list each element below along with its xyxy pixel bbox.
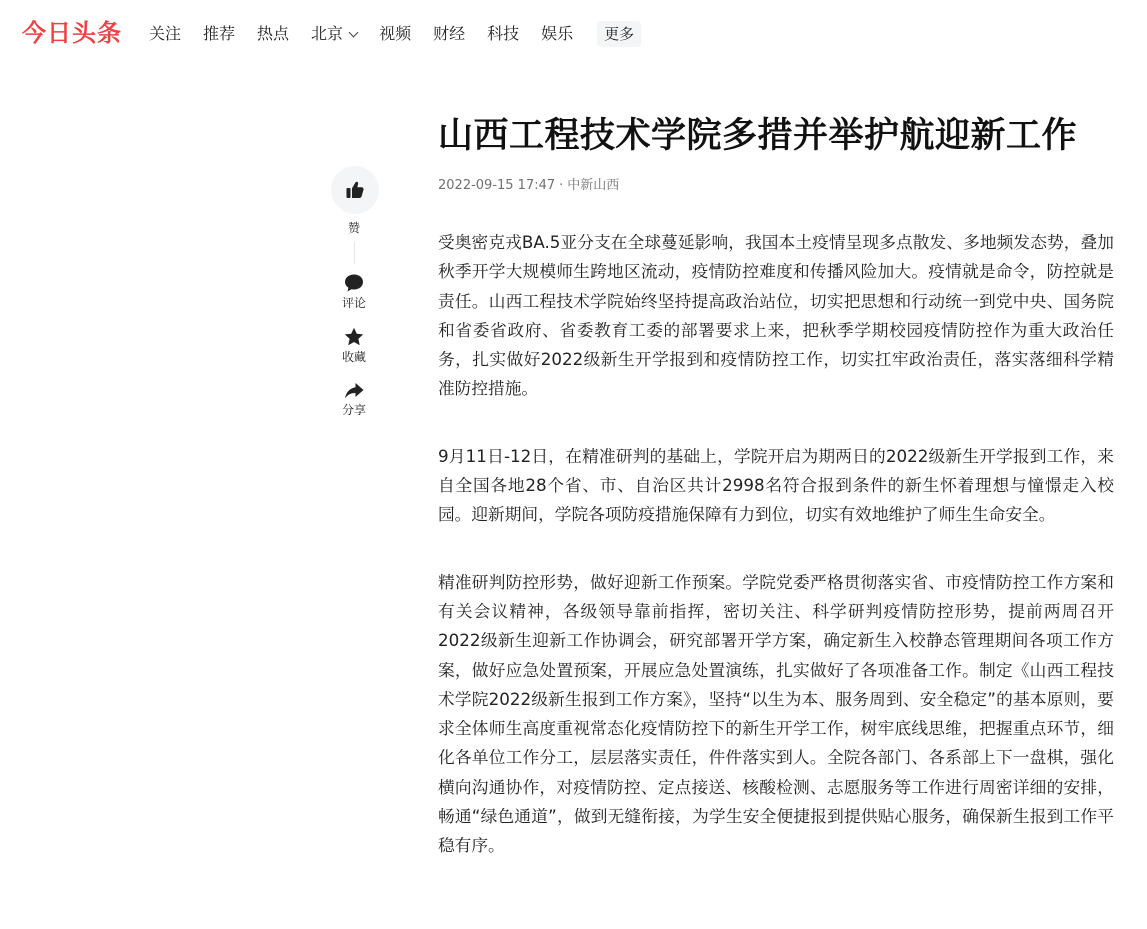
like-circle [331,166,379,214]
article-title: 山西工程技术学院多措并举护航迎新工作 [438,116,1078,156]
comment-label: 评论 [341,296,366,310]
nav-item-finance[interactable]: 财经 [433,24,466,43]
like-label: 赞 [347,221,360,235]
share-label: 分享 [341,403,366,417]
nav-item-entertainment[interactable]: 娱乐 [541,24,574,43]
share-icon [343,380,365,402]
favorite-button[interactable] [329,326,379,365]
channel-nav [149,20,641,48]
meta-separator: · [559,178,564,193]
comment-button[interactable] [329,272,379,311]
article-action-bar [329,166,379,418]
comment-icon [343,272,365,294]
article-paragraph: 受奥密克戎BA.5亚分支在全球蔓延影响，我国本土疫情呈现多点散发、多地频发态势，叠加秋季开学大规模师生跨地区流动，疫情防控难度和传播风险加大。疫情就是命令，防控就是责任。山西工程技术学院始终坚持提高政治站位，切实把思想和行动统一到党中央、国务院和省委省政府、省委教育工委的部署要求上来，把秋季学期校园疫情防控作为重大政治任务，扎实做好2022级新生开学报到和疫情防控工作，切实扛牢政治责任，落实落细科学精准防控措施。 [438,232,1114,399]
nav-item-city-label: 北京 [311,24,344,43]
article-meta [438,177,1114,195]
nav-item-recommend[interactable]: 推荐 [203,24,236,43]
nav-more-button[interactable]: 更多 [597,21,641,47]
favorite-label: 收藏 [341,350,366,364]
article-paragraph: 9月11日-12日，在精准研判的基础上，学院开启为期两日的2022级新生开学报到工作，来自全国各地28个省、市、自治区共计2998名符合报到条件的新生怀着理想与憧憬走入校园。迎新期间，学院各项防疫措施保障有力到位，切实有效地维护了师生生命安全。 [438,445,1114,525]
thumbs-up-icon [345,180,365,200]
toutiao-logo[interactable]: 今日头条 [22,19,122,47]
top-navigation-bar [0,0,1147,66]
like-button[interactable] [329,166,379,236]
chevron-down-icon [349,27,359,37]
article-date: 2022-09-15 17:47 [438,178,556,193]
nav-item-city-dropdown[interactable] [311,20,357,48]
article-paragraph: 精准研判防控形势，做好迎新工作预案。学院党委严格贯彻落实省、市疫情防控工作方案和有关会议精神，各级领导靠前指挥，密切关注、科学研判疫情防控形势，提前两周召开2022级新生迎新工作协调会，研究部署开学方案，确定新生入校静态管理期间各项工作方案，做好应急处置预案，开展应急处置演练，扎实做好了各项准备工作。制定《山西工程技术学院2022级新生报到工作方案》，坚持“以生为本、服务周到、安全稳定”的基本原则，要求全体师生高度重视常态化疫情防控下的新生开学工作，树牢底线思维，把握重点环节，细化各单位工作分工，层层落实责任，件件落实到人。全院各部门、各系部上下一盘棋，强化横向沟通协作，对疫情防控、定点接送、核酸检测、志愿服务等工作进行周密详细的安排，畅通“绿色通道”，做到无缝衔接，为学生安全便捷报到提供贴心服务，确保新生报到工作平稳有序。 [438,571,1114,856]
action-divider [354,242,355,264]
share-button[interactable] [329,380,379,418]
nav-item-tech[interactable]: 科技 [487,24,520,43]
nav-item-video[interactable]: 视频 [379,24,412,43]
star-icon [343,326,365,348]
article [438,110,1114,861]
article-source[interactable]: 中新山西 [567,178,620,193]
nav-item-hot[interactable]: 热点 [257,24,290,43]
nav-item-follow[interactable]: 关注 [149,24,182,43]
